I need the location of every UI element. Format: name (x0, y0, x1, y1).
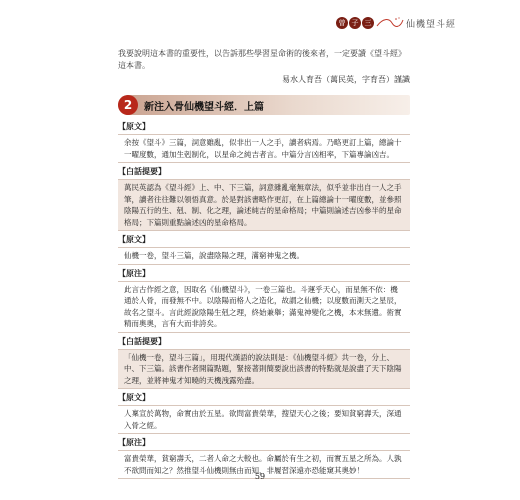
section-label: 【原文】 (118, 122, 150, 131)
section-label: 【原注】 (118, 438, 150, 447)
section-label: 【原注】 (118, 268, 150, 278)
header-badges (336, 17, 374, 29)
section-label: 【白話提要】 (118, 336, 166, 346)
section-body (118, 405, 410, 434)
section-text: 仙機一卷，望斗三篇，說盡陰陽之理，滿窮神鬼之機。 (124, 251, 304, 260)
running-header (336, 16, 456, 30)
chapter-heading (118, 95, 410, 115)
section-text: 萬民英認為《望斗經》上、中、下三篇，詞意雜亂毫無章法，似乎並非出自一人之手筆，讀者往往難以領悟真意。於是對該書略作更訂，在上篇總論十一曜度數，並參照陰陽五行的生、剋、制、化之理，論述純吉的星命格局；中篇則論述吉凶參半的星命格局；下篇則重點論述凶的星命格局。 (124, 183, 402, 227)
section-text: 富貴榮華，貧窮壽夭，二者人命之大較也。命屬於有生之初，而實五星之所為。人孰不欲問而知之？然推望斗仙機則無由而知，非履習深遠亦恐能窺其奧妙！ (124, 454, 402, 475)
section-text: 人稟宣於萬物，命實由於五星。欲問富貴榮華，搜望天心之後；要知貧窮壽夭，深通入骨之經。 (124, 409, 402, 430)
header-title: 仙機望斗經 (405, 19, 456, 30)
page-number: 59 (254, 472, 266, 481)
header-badge: 三 (362, 17, 374, 29)
page-content (118, 40, 410, 479)
section-text: 此言古作經之意，因取名《仙機望斗》，一卷三篇也。斗運乎天心，而星無不依：機通於人骨，而發無不中。以陰陽而格人之造化，故謂之仙機；以度數而測天之星辰，故名之望斗。言此經說陰陽生剋之理，終始兼舉；滿鬼神變化之機，本末無遺。術實精而奧奧，言有大而非誇矣。 (124, 284, 402, 328)
section-text: 「仙機一卷，望斗三篇」，用現代漢語的說法則是：《仙機望斗經》共一卷，分上、中、下三篇。該書作者開篇點題，緊接著則簡要說出該書的特點就是說盡了天下陰陽之理，並將神鬼才知曉的天機洩露殆盡。 (124, 352, 402, 385)
header-badge: 子 (349, 17, 361, 29)
section-body (118, 134, 410, 163)
chapter-title: 新注入骨仙機望斗經．上篇 (144, 101, 264, 113)
section-label: 【原文】 (118, 235, 150, 244)
section-body (118, 247, 410, 265)
intro-paragraph: 我要說明這本書的重要性，以告訴那些學習星命術的後來者，一定要讀《望斗經》這本書。 (118, 49, 406, 70)
header-badge: 曾 (336, 17, 348, 29)
signature: 易水人育吾（萬民英，字育吾）謹識 (282, 75, 410, 84)
swirl-ornament-icon (376, 16, 404, 30)
section-label: 【白話提要】 (118, 167, 166, 176)
section-label: 【原文】 (118, 393, 150, 402)
section-body (118, 349, 410, 390)
chapter-number: 2 (118, 95, 138, 115)
section-body (118, 179, 410, 231)
section-body (118, 281, 410, 333)
section-text: 余按《望斗》三篇，詞意雖亂，似非出一人之手，讀者病焉。乃略更訂上篇，總論十一曜度數，通加生剋制化，以星命之純吉者言。中篇分言凶相率，下篇專論凶吉。 (124, 138, 402, 159)
